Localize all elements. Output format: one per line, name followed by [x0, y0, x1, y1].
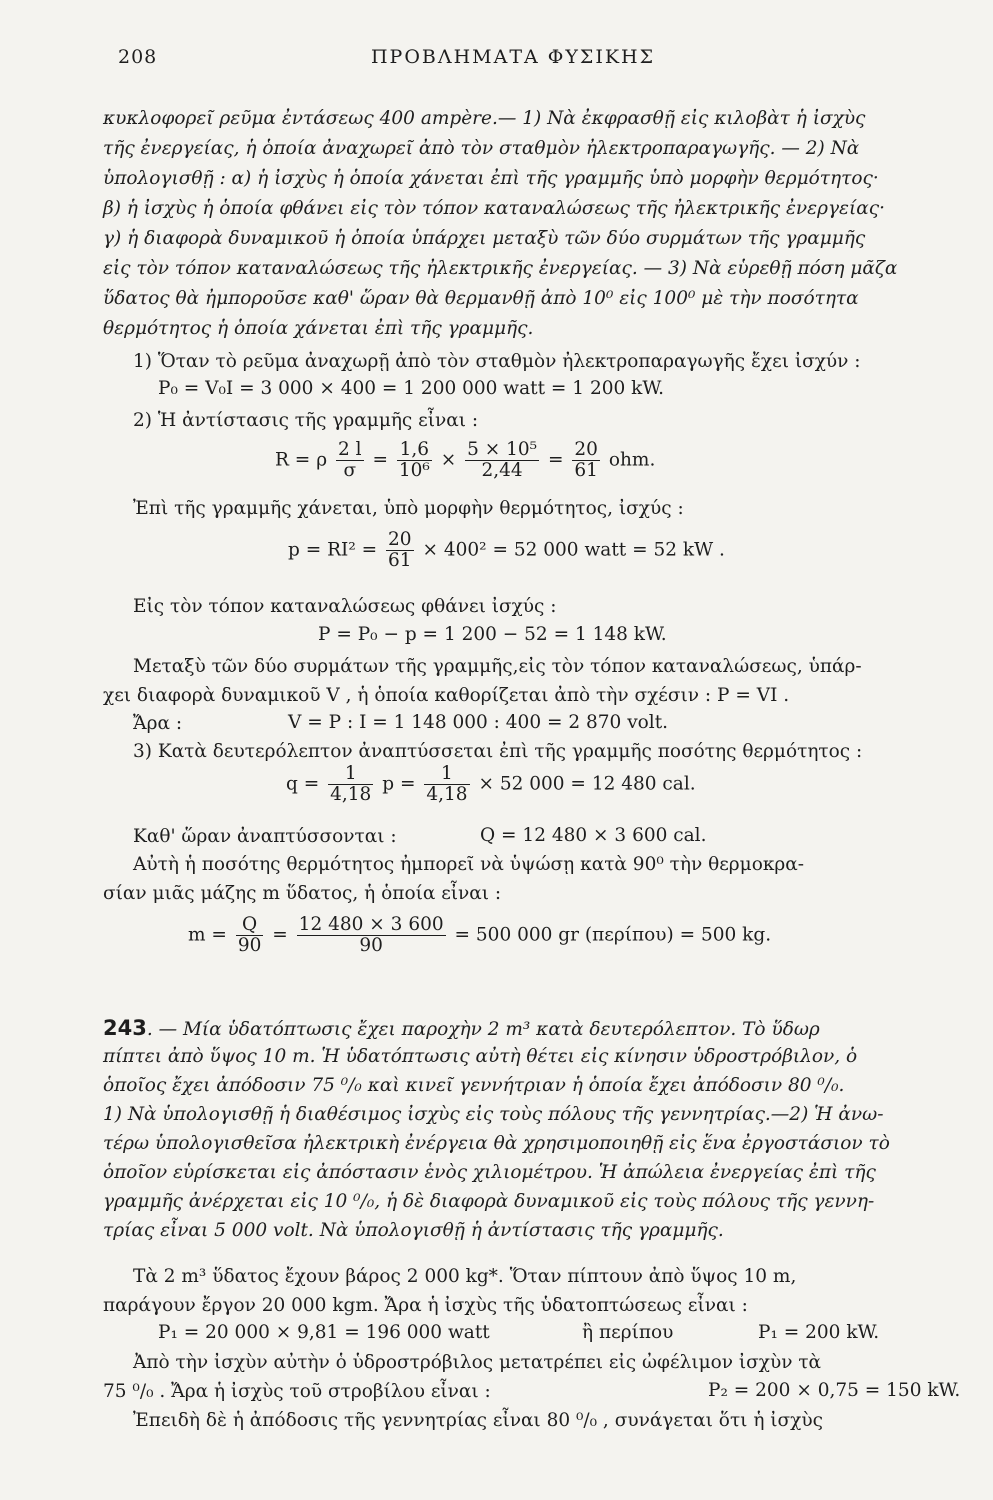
numerator: 1 [328, 764, 373, 785]
eq-rhs: × 400² = 52 000 watt = 52 kW . [422, 539, 725, 561]
text-line: Ἐπὶ τῆς γραμμῆς χάνεται, ὑπὸ μορφὴν θερμότητος, ἰσχύς : [133, 498, 684, 519]
page-header [118, 46, 908, 76]
eq-lhs: R = ρ [275, 449, 328, 471]
text-line: ὑπολογισθῇ : α) ἡ ἰσχὺς ἡ ὁποία χάνεται ἐπὶ τῆς γραμμῆς ὑπὸ μορφὴν θερμότητος· [103, 168, 879, 189]
text-line: Ἄρα : [133, 713, 183, 734]
equation-delivered: P = P₀ − p = 1 200 − 52 = 1 148 kW. [318, 624, 667, 645]
text-line: ὁποῖος ἔχει ἀπόδοσιν 75 ⁰/₀ καὶ κινεῖ γεννήτριαν ἡ ὁποία ἔχει ἀπόδοσιν 80 ⁰/₀. [103, 1075, 845, 1096]
eq-rhs: × 52 000 = 12 480 cal. [478, 773, 696, 795]
text-line: τέρω ὑπολογισθεῖσα ἠλεκτρικὴ ἐνέργεια θὰ χρησιμοποιηθῇ εἰς ἕνα ἐργοστάσιον τὸ [103, 1133, 890, 1154]
text-line: τῆς ἐνεργείας, ἡ ὁποία ἀναχωρεῖ ἀπὸ τὸν σταθμὸν ἠλεκτροπαραγωγῆς. — 2) Νὰ [103, 138, 860, 159]
denominator: 2,44 [481, 460, 523, 481]
eq-mid: p = [382, 773, 416, 795]
text-line: σίαν μιᾶς μάζης m ὕδατος, ἡ ὁποία εἶναι : [103, 883, 502, 904]
text-line: γραμμῆς ἀνέρχεται εἰς 10 ⁰/₀, ἡ δὲ διαφορὰ δυναμικοῦ εἰς τοὺς πόλους τῆς γεννη- [103, 1191, 875, 1212]
equation-p1-approx: P₁ = 200 kW. [758, 1322, 880, 1343]
denominator: 90 [359, 935, 383, 956]
equation-power: P₀ = V₀I = 3 000 × 400 = 1 200 000 watt = 1 200 kW. [158, 378, 665, 399]
numerator: Q [236, 915, 264, 936]
text-line: 75 ⁰/₀ . Ἄρα ἡ ἰσχὺς τοῦ στροβίλου εἶναι : [103, 1381, 491, 1402]
text-line: Μεταξὺ τῶν δύο συρμάτων τῆς γραμμῆς,εἰς τὸν τόπον καταναλώσεως, ὑπάρ- [133, 656, 862, 677]
problem-text: . — Μία ὑδατόπτωσις ἔχει παροχὴν 2 m³ κατὰ δευτερόλεπτον. Τὸ ὕδωρ [146, 1019, 820, 1040]
eq-sign: = [372, 449, 388, 471]
numerator: 20 [574, 439, 598, 460]
text-line: πίπτει ἀπὸ ὕψος 10 m. Ἡ ὑδατόπτωσις αὐτὴ θέτει εἰς κίνησιν ὑδροστρόβιλον, ὁ [103, 1046, 858, 1067]
fraction [465, 440, 539, 481]
eq-rhs: = 500 000 gr (περίπου) = 500 kg. [454, 924, 772, 946]
equation-loss [288, 530, 725, 571]
running-title: ΠΡΟΒΛΗΜΑΤΑ ΦΥΣΙΚΗΣ [370, 46, 656, 68]
numerator: 1 [424, 764, 469, 785]
equation-mass [188, 915, 771, 956]
unit: ohm. [608, 449, 656, 471]
numerator: 1,6 [397, 440, 432, 461]
text-line: ὁποῖον εὑρίσκεται εἰς ἀπόστασιν ἑνὸς χιλιομέτρου. Ἡ ἀπώλεια ἐνεργείας ἐπὶ τῆς [103, 1162, 876, 1183]
fraction [386, 530, 414, 571]
text-line: κυκλοφορεῖ ρεῦμα ἐντάσεως 400 ampère.— 1) Νὰ ἐκφρασθῇ εἰς κιλοβὰτ ἡ ἰσχὺς [103, 108, 866, 129]
text-line: Ἀπὸ τὴν ἰσχὺν αὐτὴν ὁ ὑδροστρόβιλος μετατρέπει εἰς ὠφέλιμον ἰσχὺν τὰ [133, 1352, 822, 1373]
fraction [397, 440, 432, 481]
equation-hourly-heat: Q = 12 480 × 3 600 cal. [480, 825, 707, 846]
text-line: 2) Ἡ ἀντίστασις τῆς γραμμῆς εἶναι : [133, 410, 479, 431]
fraction [328, 764, 373, 805]
eq-sign: = [272, 924, 288, 946]
eq-lhs: m = [188, 924, 227, 946]
text-line: εἰς τὸν τόπον καταναλώσεως τῆς ἠλεκτρικῆς ἐνεργείας. — 3) Νὰ εὑρεθῇ πόση μᾶζα [103, 258, 898, 279]
text-line: θερμότητος ἡ ὁποία χάνεται ἐπὶ τῆς γραμμῆς. [103, 318, 534, 339]
text-line: Αὐτὴ ἡ ποσότης θερμότητος ἠμπορεῖ νὰ ὑψώσῃ κατὰ 90⁰ τὴν θερμοκρα- [133, 854, 805, 875]
fraction [424, 764, 469, 805]
text-line: γ) ἡ διαφορὰ δυναμικοῦ ἡ ὁποία ὑπάρχει μεταξὺ τῶν δύο συρμάτων τῆς γραμμῆς [103, 228, 866, 249]
numerator: 2 l [337, 439, 362, 460]
text-line: παράγουν ἔργον 20 000 kgm. Ἄρα ἡ ἰσχὺς τῆς ὑδατοπτώσεως εἶναι : [103, 1295, 748, 1316]
problem-243-first-line [103, 1016, 820, 1042]
text-line: τρίας εἶναι 5 000 volt. Νὰ ὑπολογισθῇ ἡ ἀντίστασις τῆς γραμμῆς. [103, 1220, 724, 1241]
equation-p2: P₂ = 200 × 0,75 = 150 kW. [708, 1380, 961, 1401]
equation-heat [286, 764, 696, 805]
fraction [297, 915, 446, 956]
numerator: 5 × 10⁵ [467, 439, 538, 460]
equation-p1: P₁ = 20 000 × 9,81 = 196 000 watt [158, 1322, 490, 1343]
text-line: χει διαφορὰ δυναμικοῦ V , ἡ ὁποία καθορίζεται ἀπὸ τὴν σχέσιν : P = VI . [103, 685, 790, 706]
text-line: 1) Ὅταν τὸ ρεῦμα ἀναχωρῇ ἀπὸ τὸν σταθμὸν ἠλεκτροπαραγωγῆς ἔχει ἰσχύν : [133, 351, 861, 372]
eq-lhs: p = RI² = [288, 539, 378, 561]
text-line: ὕδατος θὰ ἠμποροῦσε καθ' ὥραν θὰ θερμανθῇ ἀπὸ 10⁰ εἰς 100⁰ μὲ τὴν ποσότητα [103, 288, 859, 309]
problem-number: 243 [103, 1016, 147, 1040]
numerator: 12 480 × 3 600 [298, 914, 444, 935]
page-number: 208 [118, 46, 158, 68]
text-line: Ἐπειδὴ δὲ ἡ ἀπόδοσις τῆς γεννητρίας εἶναι 80 ⁰/₀ , συνάγεται ὅτι ἡ ἰσχὺς [133, 1410, 823, 1431]
text-line: Τὰ 2 m³ ὕδατος ἔχουν βάρος 2 000 kg*. Ὅταν πίπτουν ἀπὸ ὕψος 10 m, [133, 1266, 797, 1287]
text-line: 1) Νὰ ὑπολογισθῇ ἡ διαθέσιμος ἰσχὺς εἰς τοὺς πόλους τῆς γεννητρίας.—2) Ἡ ἀνω- [103, 1104, 884, 1125]
times-sign: × [440, 449, 457, 471]
denominator: 4,18 [330, 784, 372, 805]
numerator: 20 [388, 529, 412, 550]
eq-lhs: q = [286, 773, 320, 795]
denominator: 61 [388, 550, 412, 571]
text-line: Εἰς τὸν τόπον καταναλώσεως φθάνει ἰσχύς : [133, 596, 557, 617]
text-line: 3) Κατὰ δευτερόλεπτον ἀναπτύσσεται ἐπὶ τῆς γραμμῆς ποσότης θερμότητος : [133, 741, 863, 762]
denominator: σ [343, 460, 357, 481]
eq-sign: = [548, 449, 564, 471]
equation-resistance [275, 440, 655, 481]
denominator: 10⁶ [398, 460, 430, 481]
text-or-approx: ἢ περίπου [582, 1322, 674, 1343]
denominator: 4,18 [426, 784, 468, 805]
denominator: 90 [237, 935, 262, 956]
text-line: β) ἡ ἰσχὺς ἡ ὁποία φθάνει εἰς τὸν τόπον καταναλώσεως τῆς ἠλεκτρικῆς ἐνεργείας· [103, 198, 885, 219]
fraction [572, 440, 600, 481]
fraction [236, 915, 264, 956]
fraction [336, 440, 364, 481]
denominator: 61 [574, 460, 598, 481]
equation-voltage: V = P : I = 1 148 000 : 400 = 2 870 volt. [288, 712, 669, 733]
text-line: Καθ' ὥραν ἀναπτύσσονται : [133, 826, 397, 847]
